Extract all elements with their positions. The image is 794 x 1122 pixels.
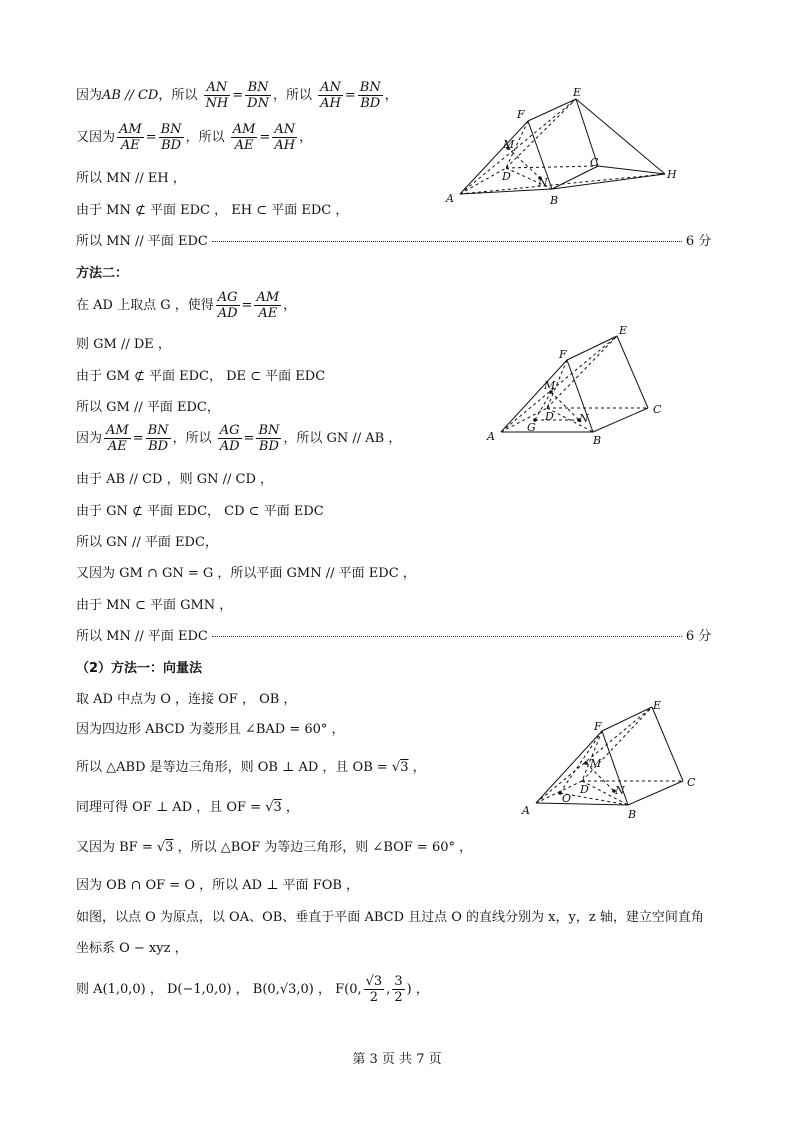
numerator: √3	[365, 974, 383, 989]
line-11: 由于 AB // CD ，则 GN // CD ，	[76, 472, 274, 487]
label-A: A	[522, 804, 530, 817]
denominator: AE	[120, 138, 140, 153]
fraction	[358, 80, 383, 111]
denominator: 2	[369, 990, 379, 1005]
line-14: 又因为 GM ∩ GN = G ，所以平面 GMN // 平面 EDC ，	[76, 566, 416, 581]
fraction	[218, 423, 242, 454]
text: ，所以	[172, 431, 212, 446]
text: 又因为 BF = √	[76, 840, 166, 855]
numerator: AM	[106, 423, 129, 438]
sqrt-arg: 3	[400, 760, 409, 775]
line-10	[76, 423, 401, 454]
label-D: D	[545, 410, 554, 423]
line-6	[76, 290, 296, 321]
fraction	[254, 290, 281, 321]
denominator: 2	[394, 990, 403, 1005]
numerator: AN	[274, 122, 296, 137]
equals: =	[132, 431, 144, 446]
label-F: F	[559, 348, 567, 361]
label-D: D	[580, 783, 589, 796]
numerator: BN	[160, 122, 182, 137]
text: ) ，	[406, 982, 429, 997]
denominator: BD	[258, 439, 279, 454]
text: ，所以	[158, 88, 198, 103]
fraction	[364, 974, 385, 1005]
denominator: BD	[161, 138, 182, 153]
line-1	[76, 80, 398, 111]
equals: =	[344, 88, 356, 103]
text: ,	[386, 982, 391, 997]
leader-dots	[212, 241, 682, 242]
denominator: AD	[219, 439, 240, 454]
label-F: F	[594, 720, 602, 733]
numerator: AM	[119, 122, 142, 137]
fraction	[216, 290, 240, 321]
line-9: 所以 GM // 平面 EDC，	[76, 400, 220, 415]
label-M: M	[544, 379, 556, 392]
text: ，	[384, 88, 398, 103]
equals: =	[145, 130, 157, 145]
page-footer: 第 3 页 共 7 页	[352, 1052, 442, 1067]
line-4: 由于 MN ⊄ 平面 EDC ， EH ⊂ 平面 EDC ，	[76, 203, 349, 218]
numerator: AG	[218, 423, 242, 439]
method-2-heading: 方法二：	[76, 266, 129, 281]
sqrt-arg: 3	[273, 800, 282, 815]
fraction	[272, 122, 297, 153]
fraction	[245, 80, 271, 111]
label-N: N	[579, 412, 589, 425]
denominator: AH	[274, 138, 296, 153]
label-B: B	[593, 434, 602, 447]
fraction	[392, 974, 404, 1005]
leader-dots	[212, 636, 682, 637]
denominator: BD	[360, 96, 381, 111]
line-12: 由于 GN ⊄ 平面 EDC， CD ⊂ 平面 EDC	[76, 504, 324, 519]
fraction	[204, 80, 231, 111]
label-E: E	[573, 86, 582, 99]
fraction	[231, 122, 258, 153]
equals: =	[243, 431, 255, 446]
label-B: B	[628, 808, 637, 821]
line-13: 所以 GN // 平面 EDC，	[76, 535, 218, 550]
line-2	[76, 122, 312, 153]
line-19	[76, 756, 426, 775]
text: 因为	[76, 88, 103, 103]
label-M: M	[503, 138, 515, 151]
text: ，所以	[185, 130, 225, 145]
denominator: AH	[320, 96, 341, 111]
numerator: AN	[204, 80, 231, 96]
label-G: G	[527, 421, 536, 434]
label-C: C	[653, 403, 662, 416]
label-E: E	[653, 699, 662, 712]
figure-2	[483, 322, 673, 447]
line-21	[76, 836, 472, 855]
line-8: 由于 GM ⊄ 平面 EDC， DE ⊂ 平面 EDC	[76, 369, 326, 384]
line-22: 因为 OB ∩ OF = O ，所以 AD ⊥ 平面 FOB ，	[76, 878, 360, 893]
denominator: AE	[107, 439, 127, 454]
fraction	[104, 423, 131, 454]
numerator: BN	[245, 80, 271, 96]
score: 6 分	[685, 629, 712, 644]
line-17: 取 AD 中点为 O ，连接 OF ， OB ，	[76, 692, 297, 707]
denominator: AD	[217, 306, 238, 321]
numerator: AM	[232, 122, 256, 137]
label-E: E	[619, 324, 628, 337]
text: ，	[281, 800, 299, 815]
text: 因为	[76, 431, 103, 446]
text: 又因为	[76, 130, 116, 145]
line-23: 如图，以点 O 为原点，以 OA、OB、垂直于平面 ABCD 且过点 O 的直线分别为 x，y，z 轴，建立空间直角	[76, 910, 704, 925]
numerator: AG	[216, 290, 240, 306]
text: ，所以 △BOF 为等边三角形，则 ∠BOF = 60° ，	[173, 840, 473, 855]
text: ，	[408, 760, 426, 775]
equals: =	[241, 298, 253, 313]
line-16	[76, 625, 711, 644]
text: 所以 △ABD 是等边三角形，则 OB ⊥ AD ，且 OB = √	[76, 760, 401, 775]
numerator: BN	[359, 80, 381, 95]
text: 所以 MN // 平面 EDC	[76, 234, 208, 249]
math: AB // CD	[102, 88, 159, 103]
line-20	[76, 796, 299, 815]
label-D: D	[502, 170, 511, 183]
label-N: N	[538, 176, 548, 189]
text: ，所以	[272, 88, 312, 103]
fraction	[318, 80, 343, 111]
denominator: AE	[234, 138, 254, 153]
numerator: BN	[147, 423, 169, 438]
line-15: 由于 MN ⊂ 平面 GMN ，	[76, 598, 233, 613]
figure-3	[520, 697, 710, 822]
score: 6 分	[685, 234, 712, 249]
part-2-heading: （2）方法一：向量法	[76, 661, 203, 676]
numerator: AN	[320, 80, 341, 95]
label-N: N	[615, 784, 625, 797]
fraction	[117, 122, 144, 153]
fraction	[256, 423, 281, 454]
label-B: B	[550, 194, 559, 207]
label-C: C	[687, 776, 696, 789]
label-A: A	[446, 192, 454, 205]
fraction	[146, 423, 171, 454]
line-24: 坐标系 O − xyz ，	[76, 941, 188, 956]
text: ，所以 GN // AB ，	[283, 431, 402, 446]
line-25	[76, 974, 429, 1005]
label-A: A	[487, 430, 495, 443]
text: ，	[283, 298, 297, 313]
label-F: F	[517, 108, 525, 121]
text: 则 A(1,0,0) ， D(−1,0,0) ， B(0,√3,0) ， F(0,	[76, 982, 362, 997]
line-7: 则 GM // DE ，	[76, 337, 171, 352]
denominator: NH	[205, 96, 229, 111]
denominator: BD	[148, 439, 169, 454]
label-O: O	[562, 792, 572, 805]
figure-1	[440, 86, 690, 211]
line-5	[76, 230, 711, 249]
text: 同理可得 OF ⊥ AD ，且 OF = √	[76, 800, 274, 815]
text: ，	[299, 130, 313, 145]
label-C: C	[590, 156, 599, 169]
numerator: 3	[394, 974, 403, 989]
fraction	[159, 122, 184, 153]
numerator: AM	[256, 290, 280, 305]
denominator: DN	[247, 96, 269, 111]
denominator: AE	[258, 306, 278, 321]
label-H: H	[667, 168, 677, 181]
equals: =	[232, 88, 244, 103]
line-3: 所以 MN // EH ，	[76, 171, 186, 186]
numerator: BN	[258, 423, 280, 438]
sqrt-arg: 3	[165, 840, 174, 855]
text: 所以 MN // 平面 EDC	[76, 629, 208, 644]
label-M: M	[590, 757, 602, 770]
line-18: 因为四边形 ABCD 为菱形且 ∠BAD = 60° ，	[76, 722, 345, 737]
text: 在 AD 上取点 G ，使得	[76, 298, 214, 313]
equals: =	[259, 130, 271, 145]
